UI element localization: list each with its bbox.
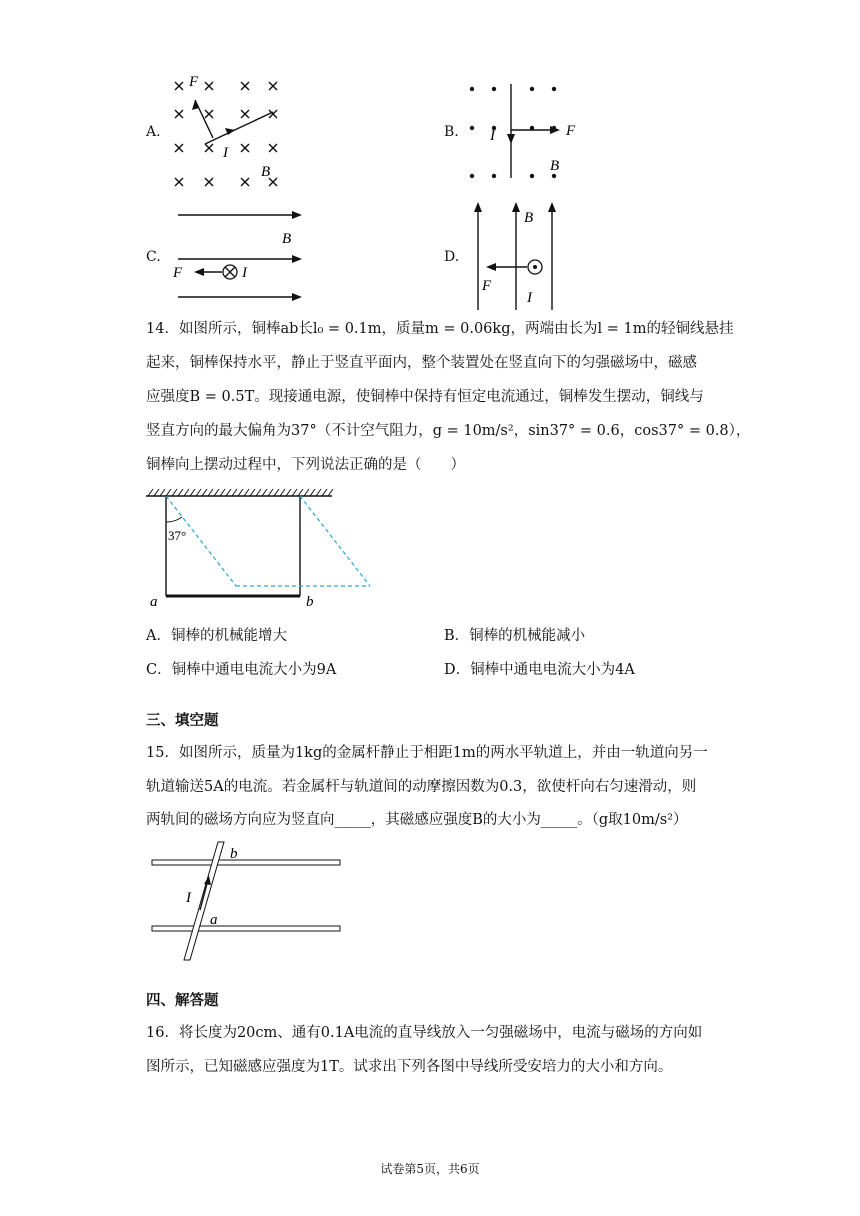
q14-line-3: 应强度B = 0.5T。现接通电源，使铜棒中保持有恒定电流通过，铜棒发生摆动，铜线与 (146, 389, 704, 405)
q15-line-3: 两轨间的磁场方向应为竖直向_____，其磁感应强度B的大小为_____。（g取10m/s²） (146, 812, 688, 828)
section-4-heading: 四、解答题 (146, 992, 219, 1009)
deflected-position (166, 496, 370, 586)
section-3-heading: 三、填空题 (146, 712, 219, 729)
label-a-bottom: a (210, 912, 218, 928)
q14-option-a: A．铜棒的机械能增大 (146, 628, 287, 644)
page-footer: 试卷第5页，共6页 (380, 1162, 480, 1176)
dot-marks (470, 87, 556, 178)
label-b-rod: b (306, 594, 314, 610)
label-f-b: F (566, 123, 576, 139)
figure-a-field-into-page (165, 72, 295, 197)
q14-line-1: 14．如图所示，铜棒ab长l₀ = 0.1m，质量m = 0.06kg，两端由长为l = 1m的轻铜线悬挂 (146, 321, 734, 337)
label-i-d: I (527, 290, 532, 306)
figure-q14-pendulum (140, 488, 380, 613)
wire-a (205, 112, 273, 144)
q14-line-5: 铜棒向上摆动过程中，下列说法正确的是（ ） (146, 457, 465, 473)
current-arrow-b (507, 134, 515, 144)
label-f-a: F (189, 74, 199, 90)
label-i-b: I (490, 128, 495, 144)
option-a-label: A. (146, 124, 161, 140)
q15-line-2: 轨道输送5A的电流。若金属杆与轨道间的动摩擦因数为0.3，欲使杆向右匀速滑动，则 (146, 779, 697, 795)
label-f-d: F (482, 278, 492, 294)
q16-line-1: 16．将长度为20cm、通有0.1A电流的直导线放入一匀强磁场中，电流与磁场的方向如 (146, 1025, 703, 1041)
label-i-a: I (223, 145, 228, 161)
figure-d (466, 198, 576, 310)
label-i-c: I (242, 265, 247, 281)
label-b-top: b (230, 846, 238, 862)
label-b-a: B (261, 164, 271, 180)
option-d-label: D. (444, 249, 460, 265)
ceiling-hatch (148, 489, 333, 496)
q14-line-2: 起来，铜棒保持水平，静止于竖直平面内，整个装置处在竖直向下的匀强磁场中，磁感 (146, 355, 697, 371)
upper-rail (152, 860, 340, 865)
q16-line-2: 图所示，已知磁感应强度为1T。试求出下列各图中导线所受安培力的大小和方向。 (146, 1059, 673, 1075)
angle-arc (166, 517, 182, 522)
label-a-rod: a (150, 594, 158, 610)
field-lines-c (178, 215, 296, 297)
q14-option-c: C．铜棒中通电电流大小为9A (146, 662, 337, 678)
figure-q15-rails (146, 840, 346, 964)
q14-line-4: 竖直方向的最大偏角为37°（不计空气阻力，g = 10m/s²，sin37° = 0.6，cos37° = 0.8）， (146, 423, 751, 439)
angle-label: 37° (168, 528, 187, 543)
figure-b-field-out-of-page (462, 80, 592, 185)
label-f-c: F (173, 265, 183, 281)
label-b-c: B (282, 231, 292, 247)
label-i-rod: I (186, 890, 191, 906)
q14-option-d: D．铜棒中通电电流大小为4A (444, 662, 635, 678)
label-b-b: B (550, 158, 560, 174)
option-c-label: C. (146, 249, 161, 265)
q15-line-1: 15．如图所示，质量为1kg的金属杆静止于相距1m的两水平轨道上，并由一轨道向另一 (146, 745, 708, 761)
field-lines-d (478, 210, 552, 310)
option-b-label: B. (444, 124, 459, 140)
label-b-d: B (524, 210, 534, 226)
q14-option-b: B．铜棒的机械能减小 (444, 628, 586, 644)
lower-rail (152, 926, 340, 931)
figure-c (170, 205, 310, 305)
